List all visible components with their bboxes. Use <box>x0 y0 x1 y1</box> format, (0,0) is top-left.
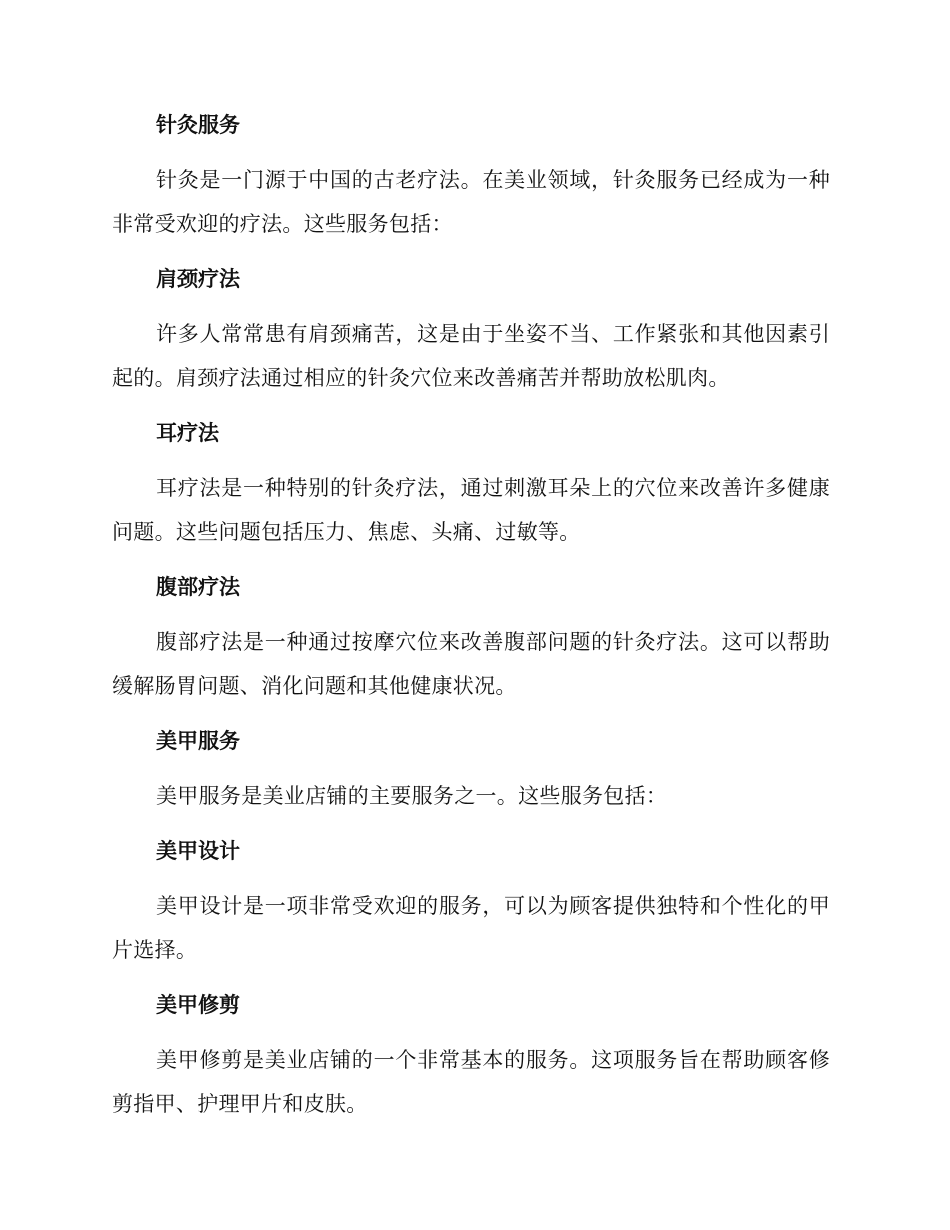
section-heading-abdominal: 腹部疗法 <box>156 575 240 599</box>
section-body-abdominal: 腹部疗法是一种通过按摩穴位来改善腹部问题的针灸疗法。这可以帮助缓解肠胃问题、消化问题和其他健康状况。 <box>112 630 830 698</box>
section-heading-ear-therapy: 耳疗法 <box>156 421 219 445</box>
section-heading-nail-design: 美甲设计 <box>156 839 240 863</box>
section-heading-neck-shoulder: 肩颈疗法 <box>156 267 240 291</box>
section-heading-acupuncture: 针灸服务 <box>156 113 240 137</box>
section-body-neck-shoulder: 许多人常常患有肩颈痛苦，这是由于坐姿不当、工作紧张和其他因素引起的。肩颈疗法通过相应的针灸穴位来改善痛苦并帮助放松肌肉。 <box>112 322 830 390</box>
section-body-ear-therapy: 耳疗法是一种特别的针灸疗法，通过刺激耳朵上的穴位来改善许多健康问题。这些问题包括压力、焦虑、头痛、过敏等。 <box>112 476 830 544</box>
section-body-acupuncture: 针灸是一门源于中国的古老疗法。在美业领域，针灸服务已经成为一种非常受欢迎的疗法。这些服务包括： <box>112 168 830 236</box>
section-body-nail-design: 美甲设计是一项非常受欢迎的服务，可以为顾客提供独特和个性化的甲片选择。 <box>112 894 830 962</box>
section-heading-nail-service: 美甲服务 <box>156 729 240 753</box>
section-heading-nail-trim: 美甲修剪 <box>156 993 240 1017</box>
section-body-nail-trim: 美甲修剪是美业店铺的一个非常基本的服务。这项服务旨在帮助顾客修剪指甲、护理甲片和皮肤。 <box>112 1048 830 1116</box>
section-body-nail-service: 美甲服务是美业店铺的主要服务之一。这些服务包括： <box>156 784 668 808</box>
document-page <box>112 108 830 1126</box>
